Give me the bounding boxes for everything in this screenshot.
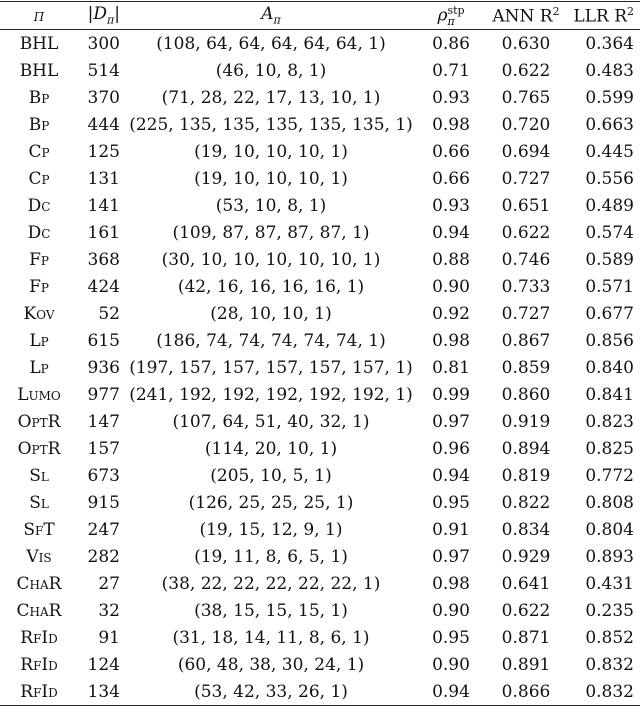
cell-ann-r2: 0.929 (501, 546, 551, 567)
cell-name: Bp (28, 87, 50, 108)
cell-architecture: (53, 10, 8, 1) (215, 195, 327, 216)
cell-llr-r2: 0.856 (585, 330, 634, 351)
bar-left: | (87, 4, 94, 25)
cell-llr-r2: 0.840 (585, 357, 634, 378)
header-a (126, 2, 416, 30)
cell-architecture: (30, 10, 10, 10, 10, 10, 1) (161, 249, 381, 270)
cell-size: 91 (98, 627, 120, 648)
cell-name: Lp (29, 330, 49, 351)
cell-name: Sl (29, 492, 49, 513)
cell-size: 125 (87, 141, 120, 162)
cell-size: 52 (98, 303, 120, 324)
cell-ann-r2: 0.866 (501, 681, 551, 702)
table-row (0, 138, 640, 165)
cell-rho: 0.90 (432, 600, 470, 621)
cell-name: Lp (29, 357, 49, 378)
cell-size: 424 (87, 276, 120, 297)
a-symbol: A (261, 4, 274, 25)
cell-llr-r2: 0.556 (585, 168, 634, 189)
table-row (0, 327, 640, 354)
bar-right: | (114, 4, 120, 25)
cell-ann-r2: 0.694 (501, 141, 551, 162)
cell-ann-r2: 0.834 (501, 519, 551, 540)
header-row (0, 2, 640, 30)
table-row (0, 408, 640, 435)
ann-label: ANN R (492, 6, 553, 27)
cell-architecture: (19, 11, 8, 6, 5, 1) (194, 546, 348, 567)
cell-name: ChaR (16, 573, 62, 594)
cell-llr-r2: 0.364 (585, 33, 634, 54)
cell-name: BHL (19, 33, 59, 54)
cell-llr-r2: 0.677 (585, 303, 634, 324)
cell-ann-r2: 0.894 (501, 438, 551, 459)
cell-ann-r2: 0.819 (501, 465, 551, 486)
cell-architecture: (19, 10, 10, 10, 1) (194, 168, 348, 189)
cell-architecture: (42, 16, 16, 16, 16, 1) (177, 276, 365, 297)
cell-llr-r2: 0.574 (585, 222, 634, 243)
header-ann-r2 (486, 2, 566, 30)
cell-llr-r2: 0.832 (585, 654, 634, 675)
results-table (0, 1, 640, 706)
cell-architecture: (107, 64, 51, 40, 32, 1) (172, 411, 370, 432)
cell-llr-r2: 0.445 (585, 141, 634, 162)
cell-ann-r2: 0.727 (501, 303, 551, 324)
cell-size: 247 (87, 519, 120, 540)
cell-rho: 0.97 (432, 546, 470, 567)
cell-llr-r2: 0.483 (585, 60, 634, 81)
cell-llr-r2: 0.808 (585, 492, 634, 513)
cell-size: 134 (87, 681, 120, 702)
cell-architecture: (53, 42, 33, 26, 1) (194, 681, 348, 702)
cell-ann-r2: 0.727 (501, 168, 551, 189)
cell-architecture: (38, 15, 15, 15, 1) (194, 600, 348, 621)
cell-size: 124 (87, 654, 120, 675)
cell-name: RfId (20, 654, 58, 675)
cell-name: Lumo (17, 384, 61, 405)
cell-size: 147 (87, 411, 120, 432)
cell-llr-r2: 0.825 (585, 438, 634, 459)
cell-architecture: (109, 87, 87, 87, 87, 1) (172, 222, 370, 243)
table-row (0, 354, 640, 381)
cell-ann-r2: 0.746 (501, 249, 551, 270)
cell-name: OptR (17, 411, 61, 432)
cell-rho: 0.88 (432, 249, 470, 270)
cell-name: RfId (20, 627, 58, 648)
cell-architecture: (114, 20, 10, 1) (204, 438, 338, 459)
table-row (0, 192, 640, 219)
cell-ann-r2: 0.891 (501, 654, 551, 675)
table-row (0, 570, 640, 597)
llr-label: LLR R (573, 6, 627, 27)
cell-size: 300 (87, 33, 120, 54)
cell-rho: 0.66 (432, 141, 470, 162)
cell-name: Dc (27, 222, 51, 243)
cell-rho: 0.91 (432, 519, 470, 540)
a-subscript: π (273, 13, 281, 27)
cell-rho: 0.97 (432, 411, 470, 432)
cell-size: 936 (87, 357, 120, 378)
cell-rho: 0.66 (432, 168, 470, 189)
cell-rho: 0.86 (432, 33, 470, 54)
cell-ann-r2: 0.867 (501, 330, 551, 351)
table-row (0, 111, 640, 138)
cell-name: ChaR (16, 600, 62, 621)
cell-size: 27 (98, 573, 120, 594)
cell-size: 514 (87, 60, 120, 81)
cell-architecture: (19, 15, 12, 9, 1) (199, 519, 343, 540)
cell-ann-r2: 0.630 (501, 33, 551, 54)
cell-llr-r2: 0.832 (585, 681, 634, 702)
cell-ann-r2: 0.860 (501, 384, 551, 405)
cell-architecture: (186, 74, 74, 74, 74, 74, 1) (156, 330, 386, 351)
cell-ann-r2: 0.622 (501, 222, 551, 243)
cell-llr-r2: 0.841 (585, 384, 634, 405)
table-row (0, 543, 640, 570)
table-row (0, 678, 640, 706)
cell-architecture: (19, 10, 10, 10, 1) (194, 141, 348, 162)
table-row (0, 219, 640, 246)
table-row (0, 300, 640, 327)
cell-llr-r2: 0.235 (585, 600, 634, 621)
cell-rho: 0.93 (432, 87, 470, 108)
cell-rho: 0.81 (432, 357, 470, 378)
cell-llr-r2: 0.431 (585, 573, 634, 594)
cell-rho: 0.98 (432, 573, 470, 594)
cell-name: BHL (19, 60, 59, 81)
cell-rho: 0.94 (432, 681, 470, 702)
cell-architecture: (241, 192, 192, 192, 192, 192, 1) (129, 384, 413, 405)
cell-name: RfId (20, 681, 58, 702)
cell-rho: 0.71 (432, 60, 470, 81)
cell-ann-r2: 0.651 (501, 195, 551, 216)
cell-size: 141 (87, 195, 120, 216)
header-pi (0, 2, 78, 30)
cell-ann-r2: 0.641 (501, 573, 551, 594)
cell-ann-r2: 0.871 (501, 627, 551, 648)
d-symbol: D (93, 4, 108, 25)
cell-name: Bp (28, 114, 50, 135)
d-subscript: π (107, 13, 115, 27)
table-row (0, 273, 640, 300)
cell-architecture: (38, 22, 22, 22, 22, 22, 1) (161, 573, 381, 594)
cell-architecture: (126, 25, 25, 25, 1) (188, 492, 354, 513)
cell-rho: 0.94 (432, 465, 470, 486)
table-row (0, 597, 640, 624)
cell-rho: 0.93 (432, 195, 470, 216)
cell-size: 282 (87, 546, 120, 567)
cell-rho: 0.99 (432, 384, 470, 405)
cell-size: 368 (87, 249, 120, 270)
cell-rho: 0.95 (432, 492, 470, 513)
cell-ann-r2: 0.622 (501, 600, 551, 621)
pi-symbol: π (33, 5, 45, 26)
cell-rho: 0.98 (432, 330, 470, 351)
cell-ann-r2: 0.733 (501, 276, 551, 297)
cell-rho: 0.96 (432, 438, 470, 459)
header-rho (416, 2, 486, 30)
cell-size: 444 (87, 114, 120, 135)
cell-rho: 0.90 (432, 276, 470, 297)
llr-sup: 2 (627, 4, 634, 18)
rho-symbol: ρ (437, 5, 448, 25)
rho-superscript: stp (447, 3, 465, 17)
cell-architecture: (31, 18, 14, 11, 8, 6, 1) (172, 627, 370, 648)
cell-architecture: (108, 64, 64, 64, 64, 64, 1) (156, 33, 386, 54)
cell-rho: 0.95 (432, 627, 470, 648)
cell-llr-r2: 0.663 (585, 114, 634, 135)
table-row (0, 435, 640, 462)
table-row (0, 651, 640, 678)
cell-llr-r2: 0.893 (585, 546, 634, 567)
cell-size: 915 (87, 492, 120, 513)
cell-size: 615 (87, 330, 120, 351)
cell-architecture: (71, 28, 22, 17, 13, 10, 1) (161, 87, 381, 108)
cell-rho: 0.94 (432, 222, 470, 243)
table-row (0, 246, 640, 273)
cell-ann-r2: 0.919 (501, 411, 551, 432)
cell-size: 977 (87, 384, 120, 405)
header-d (78, 2, 126, 30)
cell-architecture: (28, 10, 10, 1) (210, 303, 332, 324)
cell-rho: 0.98 (432, 114, 470, 135)
cell-ann-r2: 0.822 (501, 492, 551, 513)
cell-ann-r2: 0.765 (501, 87, 551, 108)
cell-name: Cp (28, 141, 50, 162)
cell-size: 32 (98, 600, 120, 621)
cell-size: 131 (87, 168, 120, 189)
cell-llr-r2: 0.852 (585, 627, 634, 648)
cell-ann-r2: 0.622 (501, 60, 551, 81)
cell-llr-r2: 0.489 (585, 195, 634, 216)
cell-ann-r2: 0.720 (501, 114, 551, 135)
cell-architecture: (46, 10, 8, 1) (215, 60, 327, 81)
cell-name: Dc (27, 195, 51, 216)
table-body (0, 30, 640, 706)
cell-name: OptR (17, 438, 61, 459)
table-row (0, 30, 640, 58)
cell-name: Vis (26, 546, 52, 567)
table-row (0, 165, 640, 192)
cell-llr-r2: 0.589 (585, 249, 634, 270)
cell-llr-r2: 0.772 (585, 465, 634, 486)
cell-name: Kov (23, 303, 55, 324)
cell-size: 370 (87, 87, 120, 108)
table-row (0, 516, 640, 543)
cell-architecture: (197, 157, 157, 157, 157, 157, 1) (129, 357, 413, 378)
table-row (0, 84, 640, 111)
header-llr-r2 (566, 2, 640, 30)
table-row (0, 489, 640, 516)
cell-name: Cp (28, 168, 50, 189)
cell-llr-r2: 0.599 (585, 87, 634, 108)
cell-architecture: (60, 48, 38, 30, 24, 1) (177, 654, 365, 675)
cell-name: SfT (23, 519, 55, 540)
table-row (0, 381, 640, 408)
cell-rho: 0.90 (432, 654, 470, 675)
cell-rho: 0.92 (432, 303, 470, 324)
cell-name: Fp (29, 276, 49, 297)
ann-sup: 2 (552, 4, 560, 18)
cell-name: Fp (29, 249, 49, 270)
table-row (0, 624, 640, 651)
cell-size: 157 (87, 438, 120, 459)
table-row (0, 57, 640, 84)
cell-llr-r2: 0.804 (585, 519, 634, 540)
rho-subscript: π (447, 14, 455, 28)
cell-ann-r2: 0.859 (501, 357, 551, 378)
table-row (0, 462, 640, 489)
cell-name: Sl (29, 465, 49, 486)
cell-llr-r2: 0.571 (585, 276, 634, 297)
cell-llr-r2: 0.823 (585, 411, 634, 432)
cell-size: 161 (87, 222, 120, 243)
cell-size: 673 (87, 465, 120, 486)
cell-architecture: (225, 135, 135, 135, 135, 135, 1) (129, 114, 413, 135)
cell-architecture: (205, 10, 5, 1) (210, 465, 332, 486)
